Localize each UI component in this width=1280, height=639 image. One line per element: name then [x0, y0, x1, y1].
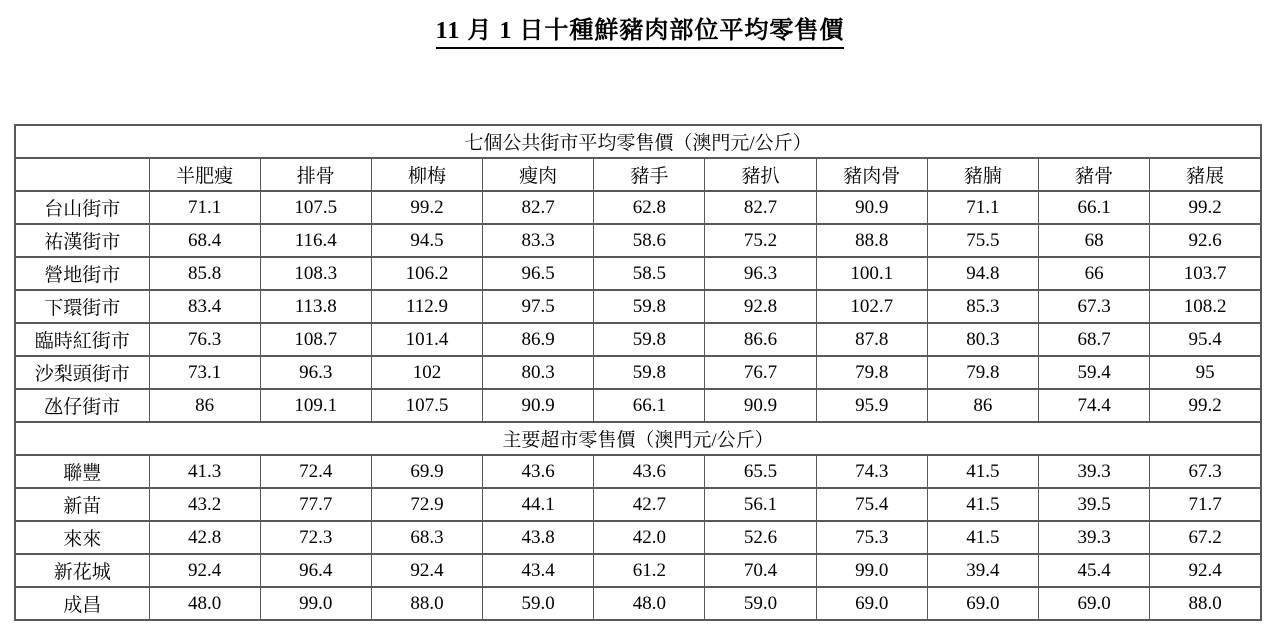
value-cell: 61.2: [594, 554, 705, 587]
value-cell: 71.7: [1150, 488, 1261, 521]
value-cell: 72.4: [260, 455, 371, 488]
table-row: [15, 191, 1261, 224]
row-label: 台山街市: [15, 191, 149, 224]
column-header-row: [15, 158, 1261, 191]
value-cell: 94.5: [371, 224, 482, 257]
value-cell: 95.4: [1150, 323, 1261, 356]
table-row: [15, 488, 1261, 521]
value-cell: 43.6: [483, 455, 594, 488]
value-cell: 101.4: [371, 323, 482, 356]
column-header: 瘦肉: [483, 158, 594, 191]
table-row: [15, 455, 1261, 488]
table-row: [15, 389, 1261, 422]
value-cell: 45.4: [1039, 554, 1150, 587]
row-label: 成昌: [15, 587, 149, 620]
value-cell: 88.8: [816, 224, 927, 257]
value-cell: 99.2: [1150, 389, 1261, 422]
value-cell: 39.3: [1039, 455, 1150, 488]
value-cell: 43.6: [594, 455, 705, 488]
row-label: 聯豐: [15, 455, 149, 488]
table-row: [15, 290, 1261, 323]
value-cell: 106.2: [371, 257, 482, 290]
value-cell: 62.8: [594, 191, 705, 224]
table-row: [15, 356, 1261, 389]
value-cell: 92.8: [705, 290, 816, 323]
value-cell: 82.7: [705, 191, 816, 224]
value-cell: 75.5: [927, 224, 1038, 257]
value-cell: 41.3: [149, 455, 260, 488]
section-header: 七個公共街市平均零售價（澳門元/公斤）: [15, 125, 1261, 158]
page-title: [0, 10, 1280, 45]
column-header: 豬腩: [927, 158, 1038, 191]
value-cell: 80.3: [927, 323, 1038, 356]
row-label: 來來: [15, 521, 149, 554]
value-cell: 42.0: [594, 521, 705, 554]
value-cell: 75.4: [816, 488, 927, 521]
value-cell: 107.5: [260, 191, 371, 224]
value-cell: 66.1: [1039, 191, 1150, 224]
value-cell: 48.0: [594, 587, 705, 620]
page-title-text: 11 月 1 日十種鮮豬肉部位平均零售價: [436, 18, 845, 49]
value-cell: 96.4: [260, 554, 371, 587]
value-cell: 103.7: [1150, 257, 1261, 290]
value-cell: 41.5: [927, 488, 1038, 521]
value-cell: 58.5: [594, 257, 705, 290]
value-cell: 86.9: [483, 323, 594, 356]
value-cell: 44.1: [483, 488, 594, 521]
column-header: 豬展: [1150, 158, 1261, 191]
value-cell: 41.5: [927, 521, 1038, 554]
column-header: 柳梅: [371, 158, 482, 191]
value-cell: 39.5: [1039, 488, 1150, 521]
value-cell: 42.7: [594, 488, 705, 521]
value-cell: 116.4: [260, 224, 371, 257]
row-label: 祐漢街市: [15, 224, 149, 257]
value-cell: 56.1: [705, 488, 816, 521]
value-cell: 85.3: [927, 290, 1038, 323]
value-cell: 86: [927, 389, 1038, 422]
value-cell: 113.8: [260, 290, 371, 323]
column-header: 豬骨: [1039, 158, 1150, 191]
row-label: 臨時紅街市: [15, 323, 149, 356]
section-header: 主要超市零售價（澳門元/公斤）: [15, 422, 1261, 455]
value-cell: 97.5: [483, 290, 594, 323]
value-cell: 67.2: [1150, 521, 1261, 554]
column-header: 豬扒: [705, 158, 816, 191]
value-cell: 92.4: [149, 554, 260, 587]
corner-cell: [15, 158, 149, 191]
value-cell: 68.4: [149, 224, 260, 257]
value-cell: 99.0: [260, 587, 371, 620]
value-cell: 108.3: [260, 257, 371, 290]
value-cell: 59.8: [594, 323, 705, 356]
value-cell: 68.3: [371, 521, 482, 554]
value-cell: 90.9: [705, 389, 816, 422]
value-cell: 79.8: [816, 356, 927, 389]
value-cell: 68.7: [1039, 323, 1150, 356]
value-cell: 72.9: [371, 488, 482, 521]
value-cell: 107.5: [371, 389, 482, 422]
column-header: 排骨: [260, 158, 371, 191]
value-cell: 87.8: [816, 323, 927, 356]
row-label: 新苗: [15, 488, 149, 521]
value-cell: 85.8: [149, 257, 260, 290]
table-row: [15, 521, 1261, 554]
value-cell: 102.7: [816, 290, 927, 323]
value-cell: 72.3: [260, 521, 371, 554]
value-cell: 75.3: [816, 521, 927, 554]
value-cell: 52.6: [705, 521, 816, 554]
table-row: [15, 224, 1261, 257]
value-cell: 74.3: [816, 455, 927, 488]
value-cell: 70.4: [705, 554, 816, 587]
value-cell: 69.0: [1039, 587, 1150, 620]
value-cell: 90.9: [816, 191, 927, 224]
value-cell: 96.3: [260, 356, 371, 389]
row-label: 新花城: [15, 554, 149, 587]
value-cell: 71.1: [149, 191, 260, 224]
value-cell: 92.4: [1150, 554, 1261, 587]
value-cell: 74.4: [1039, 389, 1150, 422]
value-cell: 82.7: [483, 191, 594, 224]
value-cell: 59.0: [705, 587, 816, 620]
value-cell: 108.2: [1150, 290, 1261, 323]
section-header-row: [15, 125, 1261, 158]
value-cell: 59.4: [1039, 356, 1150, 389]
price-table: [14, 124, 1262, 621]
value-cell: 71.1: [927, 191, 1038, 224]
value-cell: 76.3: [149, 323, 260, 356]
column-header: 半肥瘦: [149, 158, 260, 191]
value-cell: 99.0: [816, 554, 927, 587]
value-cell: 66.1: [594, 389, 705, 422]
value-cell: 73.1: [149, 356, 260, 389]
table-row: [15, 587, 1261, 620]
value-cell: 59.8: [594, 356, 705, 389]
value-cell: 69.0: [816, 587, 927, 620]
value-cell: 109.1: [260, 389, 371, 422]
value-cell: 102: [371, 356, 482, 389]
column-header: 豬肉骨: [816, 158, 927, 191]
value-cell: 39.3: [1039, 521, 1150, 554]
value-cell: 108.7: [260, 323, 371, 356]
value-cell: 96.5: [483, 257, 594, 290]
value-cell: 92.6: [1150, 224, 1261, 257]
value-cell: 75.2: [705, 224, 816, 257]
value-cell: 39.4: [927, 554, 1038, 587]
value-cell: 96.3: [705, 257, 816, 290]
value-cell: 69.9: [371, 455, 482, 488]
value-cell: 76.7: [705, 356, 816, 389]
value-cell: 59.0: [483, 587, 594, 620]
value-cell: 100.1: [816, 257, 927, 290]
value-cell: 43.4: [483, 554, 594, 587]
row-label: 下環街市: [15, 290, 149, 323]
value-cell: 88.0: [1150, 587, 1261, 620]
value-cell: 86.6: [705, 323, 816, 356]
row-label: 沙梨頭街市: [15, 356, 149, 389]
value-cell: 79.8: [927, 356, 1038, 389]
value-cell: 66: [1039, 257, 1150, 290]
value-cell: 88.0: [371, 587, 482, 620]
row-label: 營地街市: [15, 257, 149, 290]
value-cell: 99.2: [1150, 191, 1261, 224]
value-cell: 95.9: [816, 389, 927, 422]
value-cell: 90.9: [483, 389, 594, 422]
value-cell: 43.8: [483, 521, 594, 554]
value-cell: 83.4: [149, 290, 260, 323]
value-cell: 65.5: [705, 455, 816, 488]
row-label: 氹仔街市: [15, 389, 149, 422]
value-cell: 112.9: [371, 290, 482, 323]
value-cell: 80.3: [483, 356, 594, 389]
section-header-row: [15, 422, 1261, 455]
value-cell: 41.5: [927, 455, 1038, 488]
value-cell: 92.4: [371, 554, 482, 587]
value-cell: 59.8: [594, 290, 705, 323]
value-cell: 43.2: [149, 488, 260, 521]
value-cell: 77.7: [260, 488, 371, 521]
value-cell: 42.8: [149, 521, 260, 554]
value-cell: 69.0: [927, 587, 1038, 620]
table-row: [15, 554, 1261, 587]
table-row: [15, 323, 1261, 356]
value-cell: 67.3: [1150, 455, 1261, 488]
value-cell: 94.8: [927, 257, 1038, 290]
value-cell: 48.0: [149, 587, 260, 620]
table-row: [15, 257, 1261, 290]
value-cell: 58.6: [594, 224, 705, 257]
value-cell: 99.2: [371, 191, 482, 224]
value-cell: 95: [1150, 356, 1261, 389]
value-cell: 68: [1039, 224, 1150, 257]
value-cell: 86: [149, 389, 260, 422]
value-cell: 83.3: [483, 224, 594, 257]
value-cell: 67.3: [1039, 290, 1150, 323]
column-header: 豬手: [594, 158, 705, 191]
